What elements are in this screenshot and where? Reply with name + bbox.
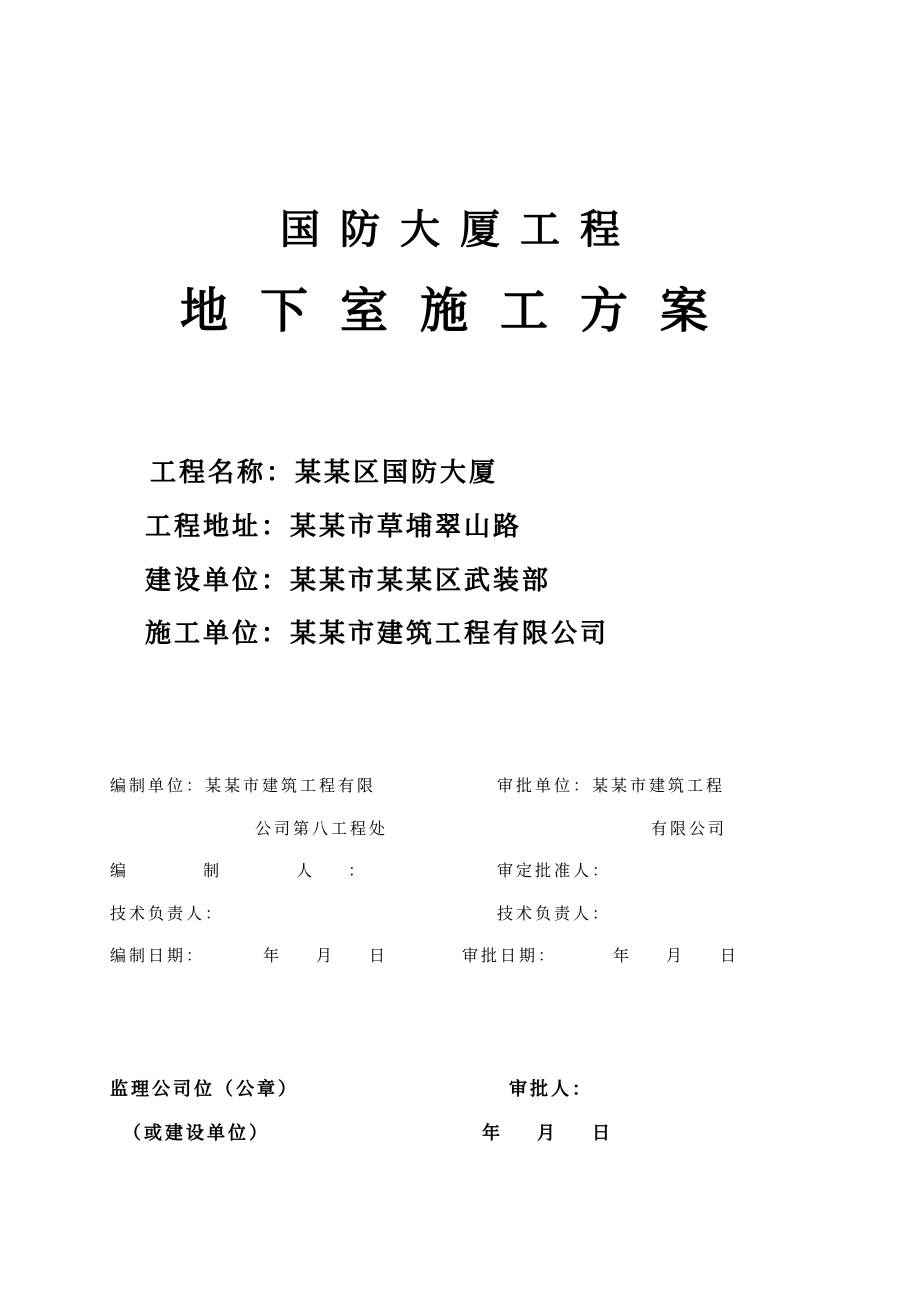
supervision-date-day: 日: [592, 1123, 613, 1144]
compiler-label: 编 制 人：: [110, 861, 401, 880]
supervision-label-1: 监理公司位（公章）: [110, 1079, 299, 1100]
supervision-date-year: 年: [482, 1123, 503, 1144]
approve-unit-label: 审批单位：: [497, 776, 593, 795]
approver-label: 审定批准人：: [497, 861, 612, 880]
project-name-row: [150, 452, 498, 489]
project-name-value: 某某区国防大厦: [295, 458, 499, 488]
approve-date-month: 月: [666, 946, 686, 965]
approve-date-label: 审批日期：: [462, 946, 558, 965]
compile-unit-value-1: 某某市建筑工程有限: [205, 776, 377, 795]
approve-date-year: 年: [613, 946, 633, 965]
construction-owner-value: 某某市某某区武装部: [290, 566, 552, 596]
supervision-approver-label: 审批人：: [509, 1079, 593, 1100]
approve-unit-row: [497, 773, 725, 796]
document-title-line1: 国防大厦工程: [280, 206, 640, 253]
supervision-label-2: （或建设单位）: [123, 1123, 270, 1144]
construction-owner-row: [145, 560, 551, 597]
project-name-label: 工程名称：: [150, 458, 296, 488]
approve-unit-value-2: 有限公司: [651, 819, 728, 838]
compile-unit-value-2: 公司第八工程处: [255, 819, 389, 838]
contractor-label: 施工单位：: [145, 619, 291, 649]
approve-date-day: 日: [720, 946, 740, 965]
supervision-date-month: 月: [537, 1123, 558, 1144]
tech-lead-left-label: 技术负责人：: [110, 904, 225, 923]
compile-date-label: 编制日期：: [110, 946, 206, 965]
compile-unit-label: 编制单位：: [110, 776, 206, 795]
construction-owner-label: 建设单位：: [145, 566, 291, 596]
project-address-value: 某某市草埔翠山路: [290, 512, 523, 542]
compile-date-row: [110, 943, 205, 966]
compile-date-year: 年: [263, 946, 283, 965]
approve-unit-value-1: 某某市建筑工程: [592, 776, 726, 795]
tech-lead-right-label: 技术负责人：: [497, 904, 612, 923]
contractor-value: 某某市建筑工程有限公司: [290, 619, 610, 649]
document-title-line2: 地下室施工方案: [179, 283, 740, 339]
project-address-label: 工程地址：: [145, 512, 291, 542]
project-address-row: [145, 506, 522, 543]
contractor-row: [145, 613, 609, 650]
compile-date-day: 日: [369, 946, 389, 965]
compile-date-month: 月: [316, 946, 336, 965]
compile-unit-row: [110, 773, 376, 796]
